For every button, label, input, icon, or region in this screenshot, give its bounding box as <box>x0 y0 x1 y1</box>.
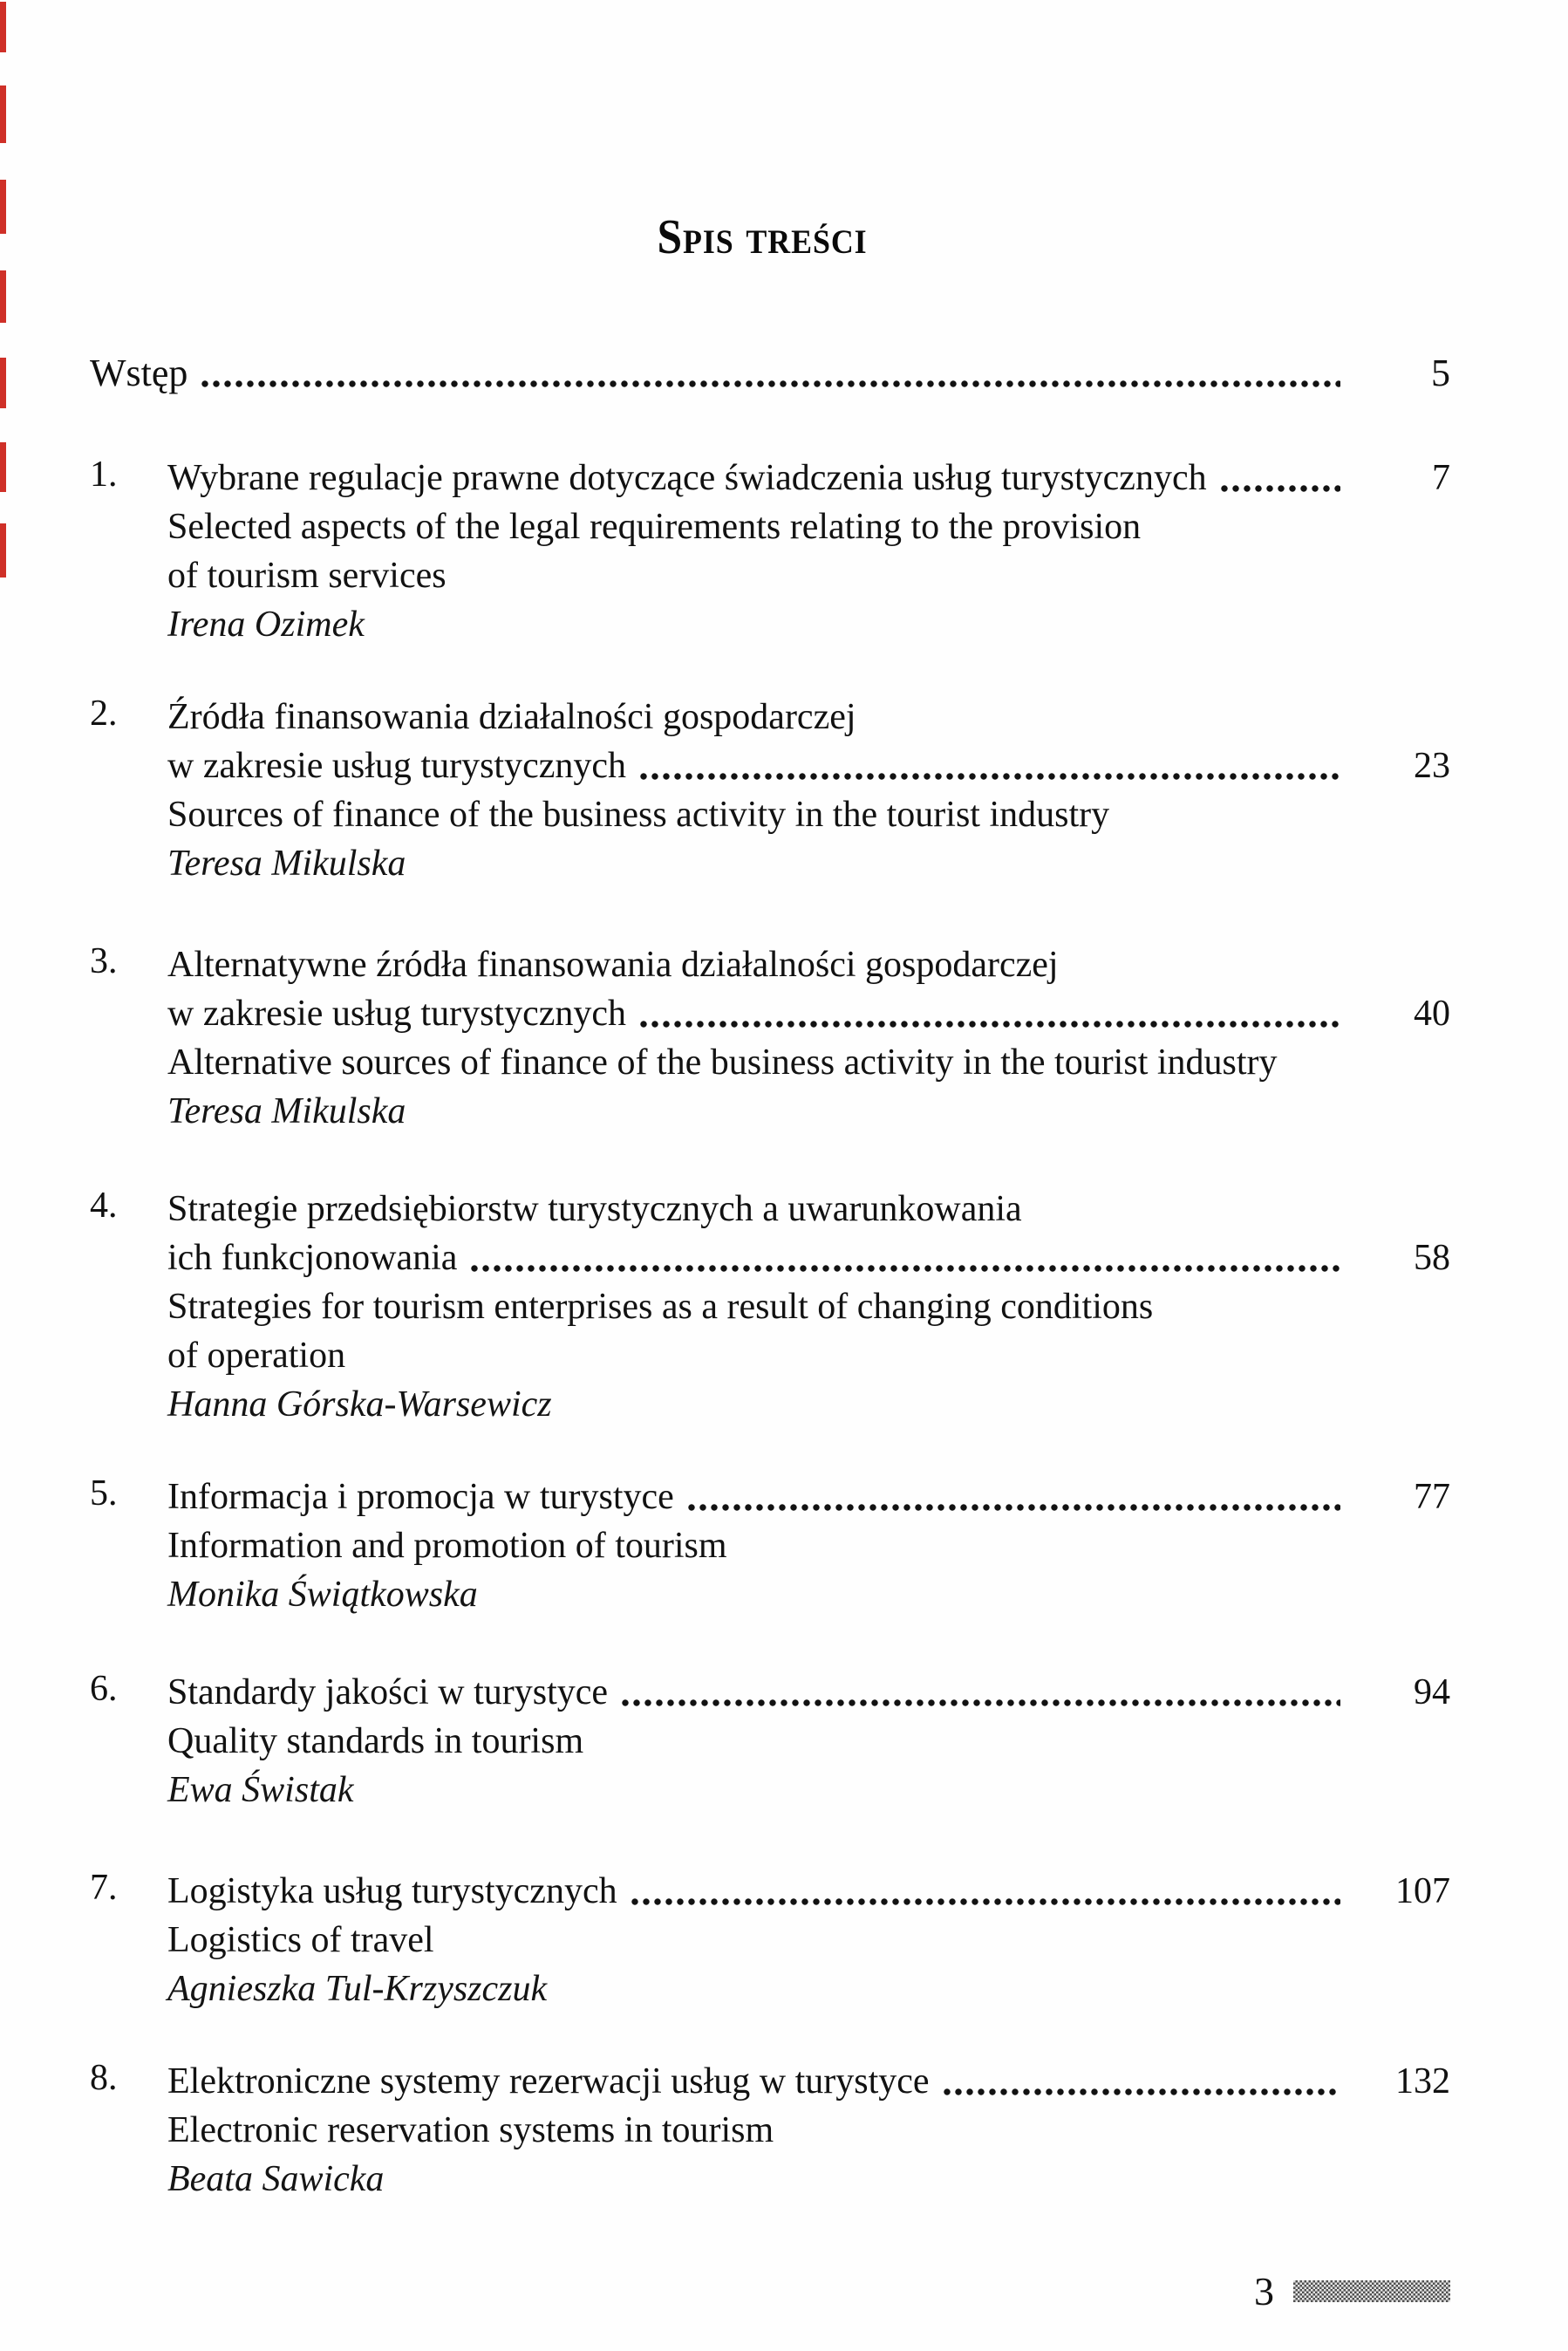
entry-author: Teresa Mikulska <box>167 1091 406 1131</box>
entry-title-pl: Źródła finansowania działalności gospodarczej <box>167 697 856 737</box>
toc-entry <box>90 1668 1450 1815</box>
entry-number: 6. <box>90 1669 118 1709</box>
toc-entry <box>90 454 1450 649</box>
entry-number: 5. <box>90 1473 118 1514</box>
entry-title-en: Sources of finance of the business activity in the tourist industry <box>167 795 1110 835</box>
entry-number: 8. <box>90 2058 118 2098</box>
entry-title-pl: Strategie przedsiębiorstw turystycznych a uwarunkowania <box>167 1189 1022 1229</box>
entry-title-en: Alternative sources of finance of the business activity in the tourist industry <box>167 1042 1278 1083</box>
toc-label: Wstęp <box>90 352 188 394</box>
dot-leader <box>638 1018 1340 1030</box>
dot-leader <box>200 378 1340 390</box>
dot-leader <box>630 1896 1340 1908</box>
scan-mark <box>0 270 6 323</box>
entry-title-en: Quality standards in tourism <box>167 1721 584 1761</box>
page-number: 23 <box>1414 746 1450 786</box>
scan-mark <box>0 85 6 143</box>
entry-number: 7. <box>90 1868 118 1908</box>
entry-title-en: Logistics of travel <box>167 1920 434 1960</box>
entry-author: Hanna Górska-Warsewicz <box>167 1384 552 1425</box>
page-number: 5 <box>1431 352 1450 394</box>
page-number: 77 <box>1414 1477 1450 1517</box>
toc-entry <box>90 1867 1450 2013</box>
entry-title-pl: Alternatywne źródła finansowania działalności gospodarczej <box>167 945 1059 985</box>
entry-title-en: of operation <box>167 1336 346 1376</box>
toc-entry <box>90 1185 1450 1429</box>
dot-leader <box>942 2086 1340 2098</box>
halftone-bar <box>1293 2280 1450 2302</box>
page-title: Spis treści <box>657 210 868 264</box>
folio-number: 3 <box>1254 2269 1274 2313</box>
entry-title-en: of tourism services <box>167 556 447 596</box>
page-number: 58 <box>1414 1238 1450 1278</box>
entry-author: Agnieszka Tul-Krzyszczuk <box>167 1969 548 2009</box>
entry-number: 3. <box>90 941 118 981</box>
entry-title-pl: Wybrane regulacje prawne dotyczące świadczenia usług turystycznych <box>167 458 1207 498</box>
entry-author: Beata Sawicka <box>167 2159 385 2199</box>
toc-entry <box>90 940 1450 1136</box>
dot-leader <box>686 1501 1340 1514</box>
scan-mark <box>0 358 6 408</box>
page-number: 94 <box>1414 1672 1450 1712</box>
toc-entry <box>90 2057 1450 2204</box>
dot-leader <box>638 770 1340 783</box>
scan-mark <box>0 2 6 52</box>
entry-title-en: Selected aspects of the legal requirements relating to the provision <box>167 507 1142 547</box>
entry-author: Teresa Mikulska <box>167 844 406 884</box>
page-number: 132 <box>1395 2061 1450 2102</box>
page-number: 107 <box>1395 1871 1450 1911</box>
entry-title-pl: Logistyka usług turystycznych <box>167 1871 617 1911</box>
page-footer <box>1254 2268 1450 2314</box>
entry-number: 4. <box>90 1186 118 1226</box>
entry-title-pl: Standardy jakości w turystyce <box>167 1672 609 1712</box>
entry-author: Ewa Świstak <box>167 1770 354 1810</box>
page-number: 7 <box>1432 458 1450 498</box>
entry-title-en: Strategies for tourism enterprises as a result of changing conditions <box>167 1287 1154 1327</box>
entry-number: 1. <box>90 454 118 495</box>
entry-author: Monika Świątkowska <box>167 1575 478 1615</box>
page-number: 40 <box>1414 994 1450 1034</box>
entry-title-en: Electronic reservation systems in tourism <box>167 2110 774 2150</box>
entry-author: Irena Ozimek <box>167 605 365 645</box>
entry-title-pl: w zakresie usług turystycznych <box>167 994 627 1034</box>
entry-number: 2. <box>90 694 118 734</box>
dot-leader <box>469 1262 1340 1275</box>
scan-mark <box>0 180 6 234</box>
entry-title-pl: w zakresie usług turystycznych <box>167 746 627 786</box>
entry-title-en: Information and promotion of tourism <box>167 1526 727 1566</box>
scan-mark <box>0 442 6 492</box>
toc-entry <box>90 693 1450 888</box>
entry-title-pl: Elektroniczne systemy rezerwacji usług w turystyce <box>167 2061 930 2102</box>
entry-title-pl: Informacja i promocja w turystyce <box>167 1477 674 1517</box>
entry-title-pl: ich funkcjonowania <box>167 1238 458 1278</box>
dot-leader <box>1219 482 1340 495</box>
dot-leader <box>620 1697 1340 1709</box>
toc-row-wstep <box>90 349 1450 398</box>
toc-entry <box>90 1473 1450 1619</box>
scan-mark <box>0 523 6 577</box>
